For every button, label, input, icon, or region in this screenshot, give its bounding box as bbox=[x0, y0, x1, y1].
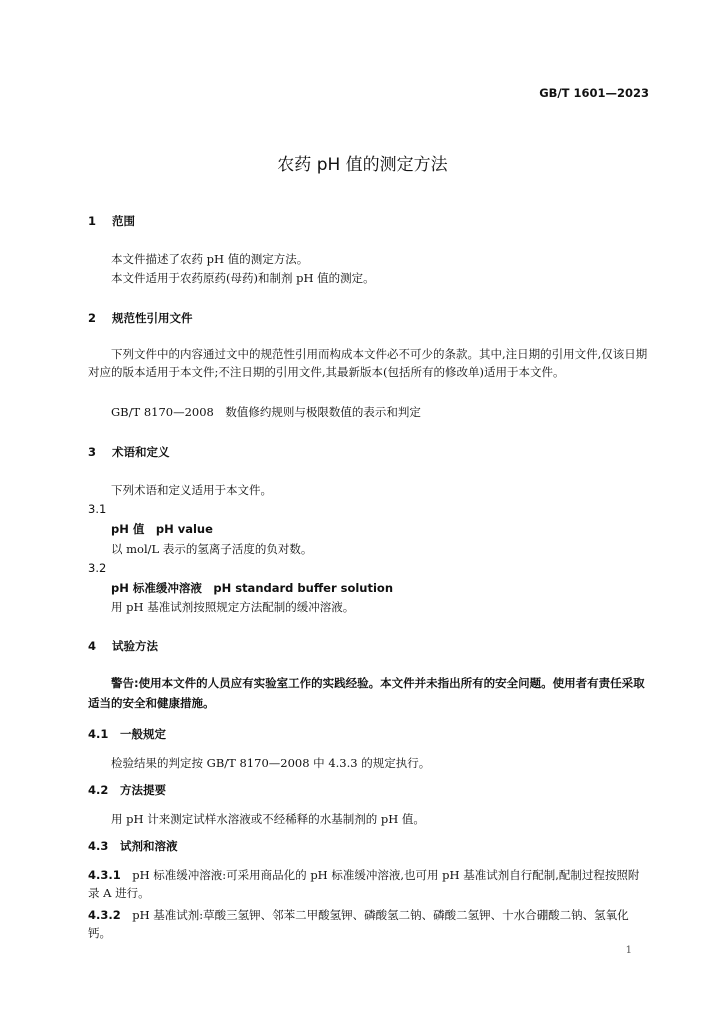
subsection-title: 一般规定 bbox=[120, 727, 167, 741]
subsection-title: 试剂和溶液 bbox=[120, 839, 178, 853]
section-4-heading bbox=[88, 638, 158, 654]
terms-intro: 下列术语和定义适用于本文件。 bbox=[111, 483, 272, 497]
item-4-3-2 bbox=[88, 906, 650, 942]
term-definition-ph-value: 以 mol/L 表示的氢离子活度的负对数。 bbox=[111, 542, 313, 556]
section-2-heading bbox=[88, 310, 193, 326]
reference-entry: GB/T 8170—2008 数值修约规则与极限数值的表示和判定 bbox=[111, 405, 421, 419]
section-number: 4 bbox=[88, 639, 97, 653]
term-number-3-1: 3.1 bbox=[88, 502, 107, 516]
general-rule-text: 检验结果的判定按 GB/T 8170—2008 中 4.3.3 的规定执行。 bbox=[111, 756, 431, 770]
term-ph-value: pH 值 pH value bbox=[111, 522, 213, 536]
item-number: 4.3.2 bbox=[88, 908, 121, 922]
term-ph-buffer: pH 标准缓冲溶液 pH standard buffer solution bbox=[111, 581, 394, 595]
subsection-number: 4.2 bbox=[88, 783, 109, 797]
section-title: 规范性引用文件 bbox=[112, 311, 193, 325]
page-number: 1 bbox=[625, 945, 632, 956]
scope-paragraph-2: 本文件适用于农药原药(母药)和制剂 pH 值的测定。 bbox=[111, 271, 375, 285]
scope-paragraph-1: 本文件描述了农药 pH 值的测定方法。 bbox=[111, 252, 309, 266]
page-title: 农药 pH 值的测定方法 bbox=[277, 155, 448, 175]
subsection-number: 4.3 bbox=[88, 839, 109, 853]
subsection-title: 方法提要 bbox=[120, 783, 167, 797]
section-number: 2 bbox=[88, 311, 97, 325]
section-number: 1 bbox=[88, 214, 97, 228]
subsection-number: 4.1 bbox=[88, 727, 109, 741]
item-text: pH 标准缓冲溶液:可采用商品化的 pH 标准缓冲溶液,也可用 pH 基准试剂自行配制,配制过程按照附录 A 进行。 bbox=[88, 868, 640, 900]
section-3-heading bbox=[88, 444, 170, 460]
term-definition-ph-buffer: 用 pH 基准试剂按照规定方法配制的缓冲溶液。 bbox=[111, 600, 355, 614]
item-text: pH 基准试剂:草酸三氢钾、邻苯二甲酸氢钾、磷酸氢二钠、磷酸二氢钾、十水合硼酸二钠、氢氧化钙。 bbox=[88, 908, 629, 940]
section-title: 范围 bbox=[112, 214, 136, 228]
item-number: 4.3.1 bbox=[88, 868, 121, 882]
item-4-3-1 bbox=[88, 866, 650, 902]
term-number-3-2: 3.2 bbox=[88, 561, 107, 575]
safety-warning: 警告:使用本文件的人员应有实验室工作的实践经验。本文件并未指出所有的安全问题。使用者有责任采取适当的安全和健康措施。 bbox=[88, 676, 645, 710]
section-number: 3 bbox=[88, 445, 97, 459]
subsection-4-3-heading bbox=[88, 838, 178, 854]
subsection-4-1-heading bbox=[88, 726, 166, 742]
method-summary-text: 用 pH 计来测定试样水溶液或不经稀释的水基制剂的 pH 值。 bbox=[111, 812, 425, 826]
section-title: 术语和定义 bbox=[112, 445, 170, 459]
subsection-4-2-heading bbox=[88, 782, 166, 798]
normative-references-paragraph: 下列文件中的内容通过文中的规范性引用而构成本文件必不可少的条款。其中,注日期的引用文件,仅该日期对应的版本适用于本文件;不注日期的引用文件,其最新版本(包括所有的修改单)适用于本文件。 bbox=[88, 347, 648, 379]
section-title: 试验方法 bbox=[112, 639, 159, 653]
standard-number: GB/T 1601—2023 bbox=[539, 86, 649, 100]
section-1-heading bbox=[88, 213, 135, 229]
